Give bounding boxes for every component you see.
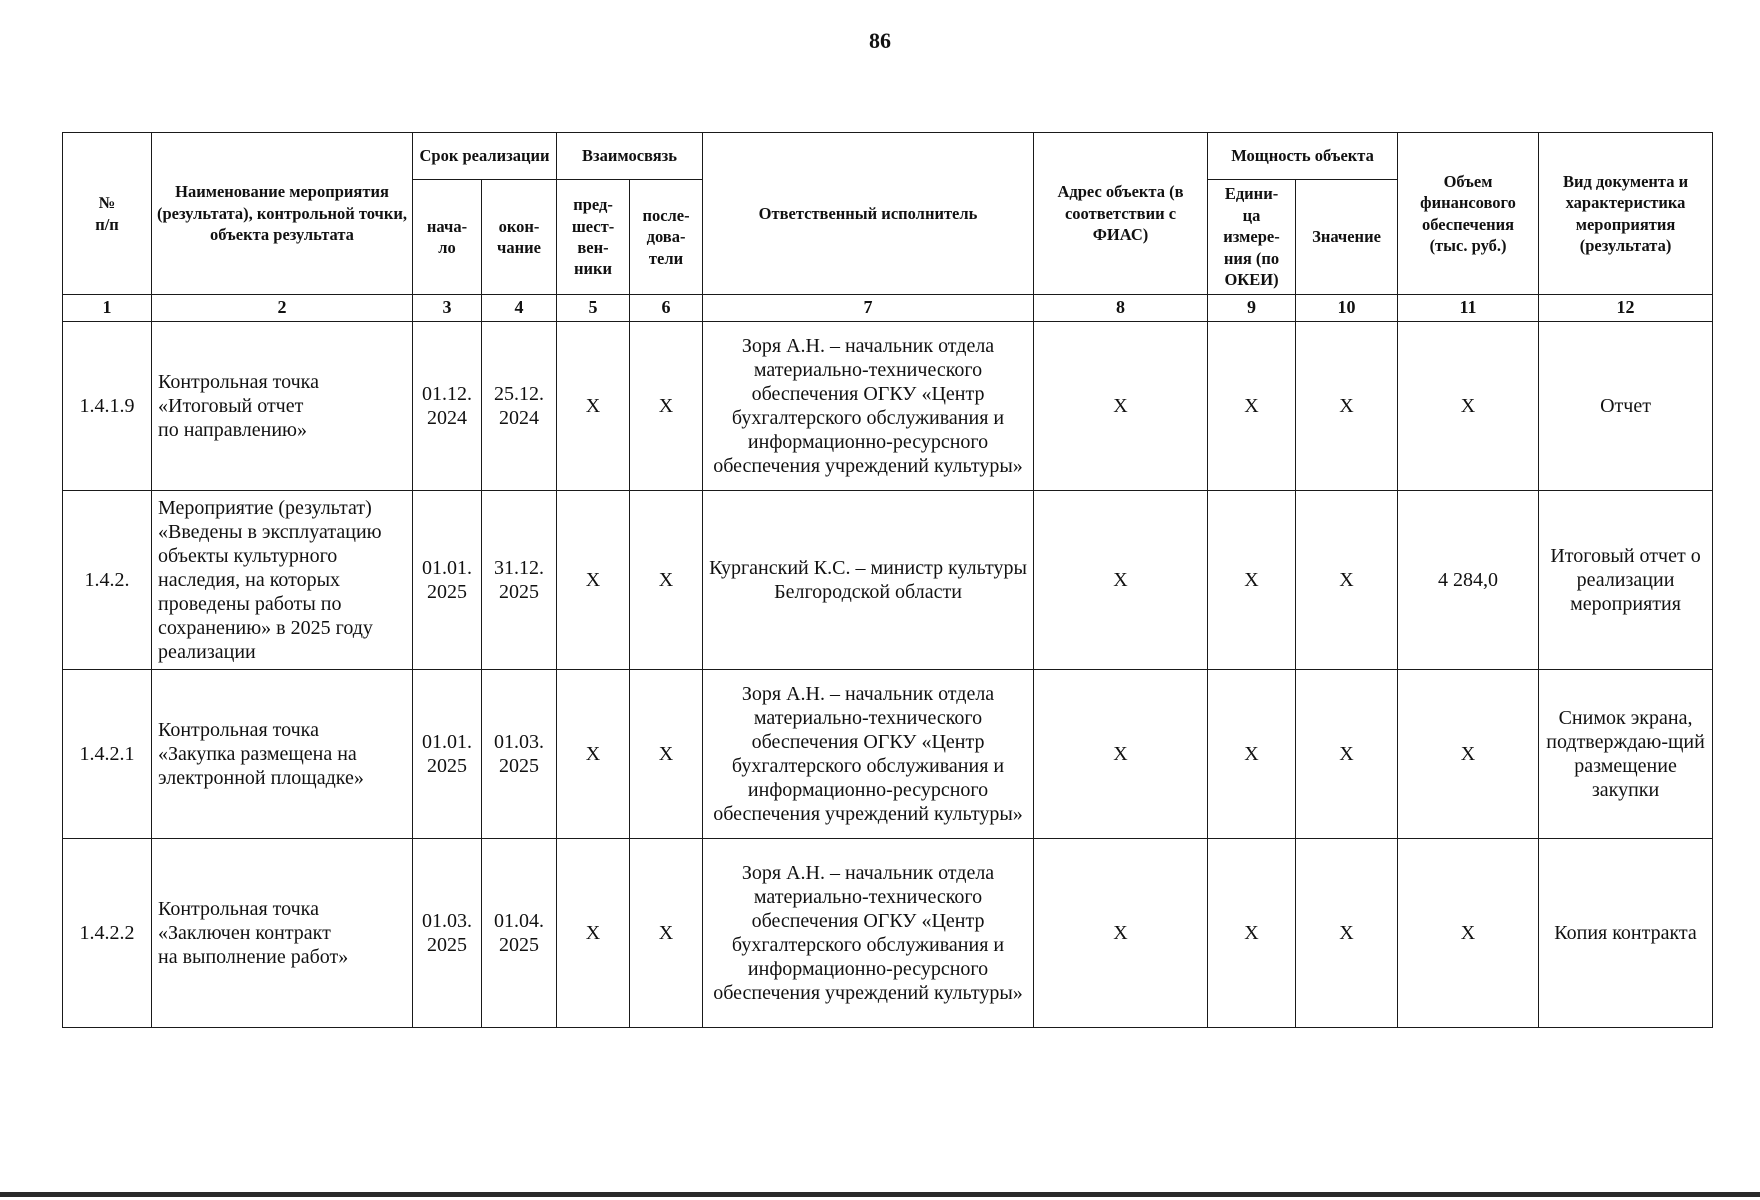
table-row: [63, 839, 1713, 1028]
capacity-value: X: [1296, 670, 1398, 839]
column-number: 7: [703, 295, 1034, 322]
term-end: 01.04. 2025: [482, 839, 557, 1028]
column-number: 8: [1034, 295, 1208, 322]
header-term-group: Срок реализации: [413, 133, 557, 180]
term-start: 01.12. 2024: [413, 322, 482, 491]
column-number: 3: [413, 295, 482, 322]
column-number: 9: [1208, 295, 1296, 322]
link-prev: X: [557, 839, 630, 1028]
table-row: [63, 670, 1713, 839]
column-number: 6: [630, 295, 703, 322]
responsible: Зоря А.Н. – начальник отдела материально-технического обеспечения ОГКУ «Центр бухгалтерского обслуживания и информационно-ресурсного обеспечения учреждений культуры»: [703, 322, 1034, 491]
header-term-end: окон- чание: [482, 180, 557, 295]
link-prev: X: [557, 670, 630, 839]
column-number: 10: [1296, 295, 1398, 322]
finance: X: [1398, 839, 1539, 1028]
header-capacity-value: Значение: [1296, 180, 1398, 295]
address: X: [1034, 839, 1208, 1028]
header-finance: Объем финансового обеспечения (тыс. руб.): [1398, 133, 1539, 295]
table-row: [63, 491, 1713, 670]
header-capacity-group: Мощность объекта: [1208, 133, 1398, 180]
finance: 4 284,0: [1398, 491, 1539, 670]
table-header: [63, 133, 1713, 322]
finance: X: [1398, 322, 1539, 491]
column-number: 11: [1398, 295, 1539, 322]
header-activity-name: Наименование мероприятия (результата), контрольной точки, объекта результата: [152, 133, 413, 295]
header-address: Адрес объекта (в соответствии с ФИАС): [1034, 133, 1208, 295]
plan-table: [62, 132, 1713, 1028]
term-start: 01.01. 2025: [413, 491, 482, 670]
term-end: 31.12. 2025: [482, 491, 557, 670]
finance: X: [1398, 670, 1539, 839]
column-number: 1: [63, 295, 152, 322]
activity-name: Контрольная точка «Заключен контракт на выполнение работ»: [152, 839, 413, 1028]
link-next: X: [630, 670, 703, 839]
link-next: X: [630, 839, 703, 1028]
row-number: 1.4.2.1: [63, 670, 152, 839]
row-number: 1.4.2.2: [63, 839, 152, 1028]
responsible: Курганский К.С. – министр культуры Белгородской области: [703, 491, 1034, 670]
responsible: Зоря А.Н. – начальник отдела материально-технического обеспечения ОГКУ «Центр бухгалтерского обслуживания и информационно-ресурсного обеспечения учреждений культуры»: [703, 839, 1034, 1028]
document-type: Отчет: [1539, 322, 1713, 491]
row-number: 1.4.2.: [63, 491, 152, 670]
link-next: X: [630, 322, 703, 491]
header-capacity-unit: Едини- ца измере- ния (по ОКЕИ): [1208, 180, 1296, 295]
capacity-unit: X: [1208, 839, 1296, 1028]
document-type: Снимок экрана, подтверждаю-щий размещение закупки: [1539, 670, 1713, 839]
scan-bottom-edge: [0, 1192, 1760, 1197]
column-number: 4: [482, 295, 557, 322]
header-document: Вид документа и характеристика мероприятия (результата): [1539, 133, 1713, 295]
term-end: 01.03. 2025: [482, 670, 557, 839]
address: X: [1034, 491, 1208, 670]
address: X: [1034, 322, 1208, 491]
capacity-value: X: [1296, 839, 1398, 1028]
link-prev: X: [557, 322, 630, 491]
row-number: 1.4.1.9: [63, 322, 152, 491]
header-row-number: № п/п: [63, 133, 152, 295]
address: X: [1034, 670, 1208, 839]
responsible: Зоря А.Н. – начальник отдела материально-технического обеспечения ОГКУ «Центр бухгалтерского обслуживания и информационно-ресурсного обеспечения учреждений культуры»: [703, 670, 1034, 839]
capacity-unit: X: [1208, 491, 1296, 670]
activity-name: Контрольная точка «Закупка размещена на электронной площадке»: [152, 670, 413, 839]
header-responsible: Ответственный исполнитель: [703, 133, 1034, 295]
term-start: 01.01. 2025: [413, 670, 482, 839]
header-term-start: нача- ло: [413, 180, 482, 295]
column-number: 12: [1539, 295, 1713, 322]
activity-name: Контрольная точка «Итоговый отчет по направлению»: [152, 322, 413, 491]
activity-name: Мероприятие (результат) «Введены в эксплуатацию объекты культурного наследия, на которых проведены работы по сохранению» в 2025 году реализации: [152, 491, 413, 670]
term-start: 01.03. 2025: [413, 839, 482, 1028]
header-link-prev: пред- шест- вен- ники: [557, 180, 630, 295]
column-number: 2: [152, 295, 413, 322]
link-prev: X: [557, 491, 630, 670]
table-row: [63, 322, 1713, 491]
link-next: X: [630, 491, 703, 670]
page-number: 86: [869, 28, 891, 53]
document-type: Итоговый отчет о реализации мероприятия: [1539, 491, 1713, 670]
capacity-unit: X: [1208, 322, 1296, 491]
capacity-unit: X: [1208, 670, 1296, 839]
capacity-value: X: [1296, 322, 1398, 491]
document-type: Копия контракта: [1539, 839, 1713, 1028]
term-end: 25.12. 2024: [482, 322, 557, 491]
header-link-group: Взаимосвязь: [557, 133, 703, 180]
header-link-next: после- дова- тели: [630, 180, 703, 295]
column-number: 5: [557, 295, 630, 322]
capacity-value: X: [1296, 491, 1398, 670]
